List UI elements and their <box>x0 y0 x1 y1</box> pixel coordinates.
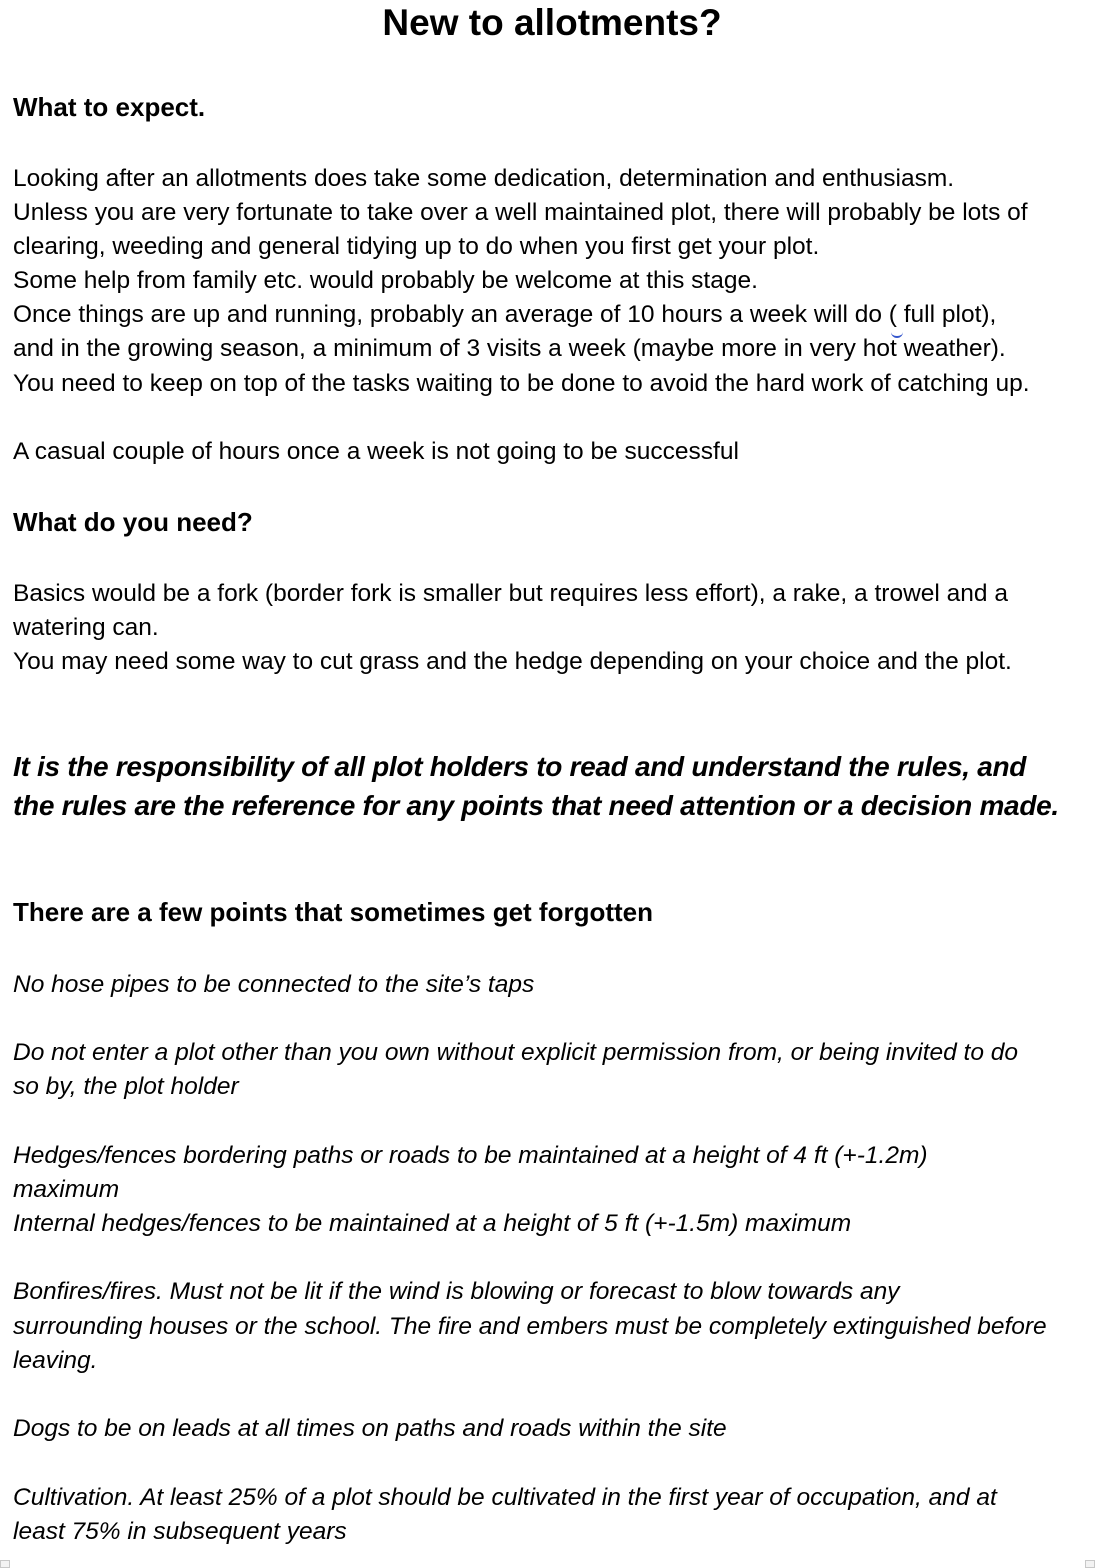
text-run: Once things are up and running, probably an average of 10 hours a week will do <box>13 301 889 328</box>
paragraph-line: Basics would be a fork (border fork is smaller but requires less effort), a rake, a trowel and a <box>13 580 1008 607</box>
paragraph-line: watering can. <box>13 614 159 641</box>
paragraph-line: Some help from family etc. would probably be welcome at this stage. <box>13 267 758 294</box>
point-plot-entry: Do not enter a plot other than you own without explicit permission from, or being invited to do <box>13 1039 1019 1066</box>
point-hose-pipes: No hose pipes to be connected to the site’s taps <box>13 971 535 998</box>
paragraph-line: and in the growing season, a minimum of 3 visits a week (maybe more in very hot weather). <box>13 335 1006 362</box>
page-corner-mark-right <box>1085 1560 1095 1568</box>
point-hedges-internal: Internal hedges/fences to be maintained at a height of 5 ft (+-1.5m) maximum <box>13 1210 852 1237</box>
paragraph-line: Looking after an allotments does take some dedication, determination and enthusiasm. <box>13 165 955 192</box>
casual-note: A casual couple of hours once a week is not going to be successful <box>13 438 739 465</box>
paragraph-line <box>13 298 996 332</box>
emphasis-line: It is the responsibility of all plot holders to read and understand the rules, and <box>13 751 1027 782</box>
section-heading-forgotten-points: There are a few points that sometimes get forgotten <box>13 897 653 927</box>
paragraph-line: You need to keep on top of the tasks waiting to be done to avoid the hard work of catching up. <box>13 370 1030 397</box>
point-dogs: Dogs to be on leads at all times on paths and roads within the site <box>13 1415 727 1442</box>
point-cultivation: Cultivation. At least 25% of a plot should be cultivated in the first year of occupation, and at <box>13 1484 997 1511</box>
emphasis-line: the rules are the reference for any points that need attention or a decision made. <box>13 790 1059 821</box>
point-hedges-border: Hedges/fences bordering paths or roads to be maintained at a height of 4 ft (+-1.2m) <box>13 1142 928 1169</box>
point-hedges-border-cont: maximum <box>13 1176 120 1203</box>
point-bonfires: Bonfires/fires. Must not be lit if the wind is blowing or forecast to blow towards any <box>13 1278 900 1305</box>
point-bonfires-cont: surrounding houses or the school. The fire and embers must be completely extinguished before <box>13 1313 1047 1340</box>
spellcheck-mark[interactable]: ( <box>889 298 897 332</box>
text-run: full plot), <box>896 301 997 328</box>
paragraph-line: clearing, weeding and general tidying up to do when you first get your plot. <box>13 233 820 260</box>
section-heading-what-to-expect: What to expect. <box>13 92 206 122</box>
point-plot-entry-cont: so by, the plot holder <box>13 1073 239 1100</box>
page-corner-mark-left <box>0 1560 10 1568</box>
point-cultivation-cont: least 75% in subsequent years <box>13 1518 347 1545</box>
paragraph-line: You may need some way to cut grass and the hedge depending on your choice and the plot. <box>13 648 1012 675</box>
point-bonfires-cont: leaving. <box>13 1347 98 1374</box>
paragraph-line: Unless you are very fortunate to take over a well maintained plot, there will probably be lots of <box>13 199 1028 226</box>
page-title: New to allotments? <box>382 2 722 43</box>
section-heading-what-do-you-need: What do you need? <box>13 507 253 537</box>
